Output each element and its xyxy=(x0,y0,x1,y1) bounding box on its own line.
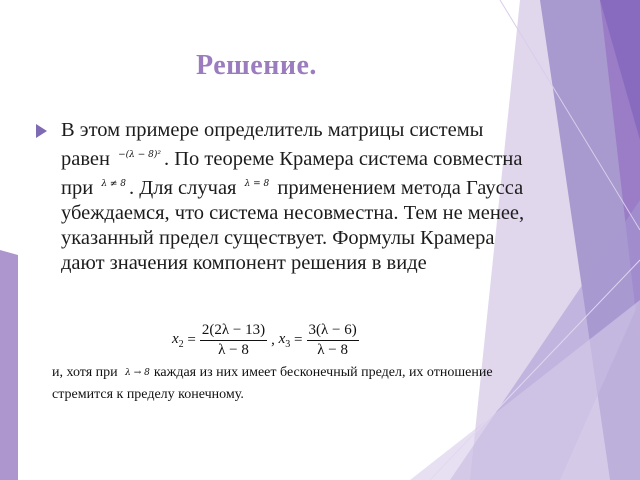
x3-fraction xyxy=(307,322,359,359)
x3-equals: = xyxy=(290,331,303,348)
bullet-text xyxy=(61,118,536,276)
x2-fraction xyxy=(200,322,267,359)
x3-variable: $x_3$ xyxy=(278,330,291,350)
deco-left-strip xyxy=(0,250,18,480)
bullet-triangle-icon xyxy=(36,124,47,138)
bullet-paragraph xyxy=(36,118,536,276)
formula-separator: , xyxy=(271,331,275,348)
solution-formulas xyxy=(172,320,363,360)
x2-variable: $x_2$ xyxy=(172,330,184,350)
x2-denominator: λ − 8 xyxy=(218,341,249,358)
condition-formula-1: λ ≠ 8 xyxy=(101,179,127,189)
condition-formula-2: λ = 8 xyxy=(244,179,270,189)
x3-denominator: λ − 8 xyxy=(317,341,348,358)
bullet-text-part4: применением метода Гаусса убеждаемся, что система несовместна. Тем не менее, указанный предел существует. Формулы Крамера дают значения компонент решения в виде xyxy=(61,177,525,274)
limit-formula: λ → 8 xyxy=(125,368,150,378)
bullet-text-part2: . По теореме Крамера система совместна при xyxy=(61,148,523,199)
determinant-formula: −(λ − 8)² xyxy=(118,150,161,160)
slide-title: Решение. xyxy=(196,50,317,81)
bullet-text-part1: В этом примере определитель матрицы системы равен xyxy=(61,119,484,170)
bullet-text-part3: . Для случая xyxy=(129,177,237,199)
footer-paragraph xyxy=(52,362,532,406)
x2-equals: = xyxy=(183,331,196,348)
x2-numerator: 2(2λ − 13) xyxy=(200,322,267,341)
footer-text-part2: каждая из них имеет бесконечный предел, их отношение стремится к пределу конечному. xyxy=(52,365,493,402)
x3-numerator: 3(λ − 6) xyxy=(307,322,359,341)
footer-text-part1: и, хотя при xyxy=(52,365,118,380)
